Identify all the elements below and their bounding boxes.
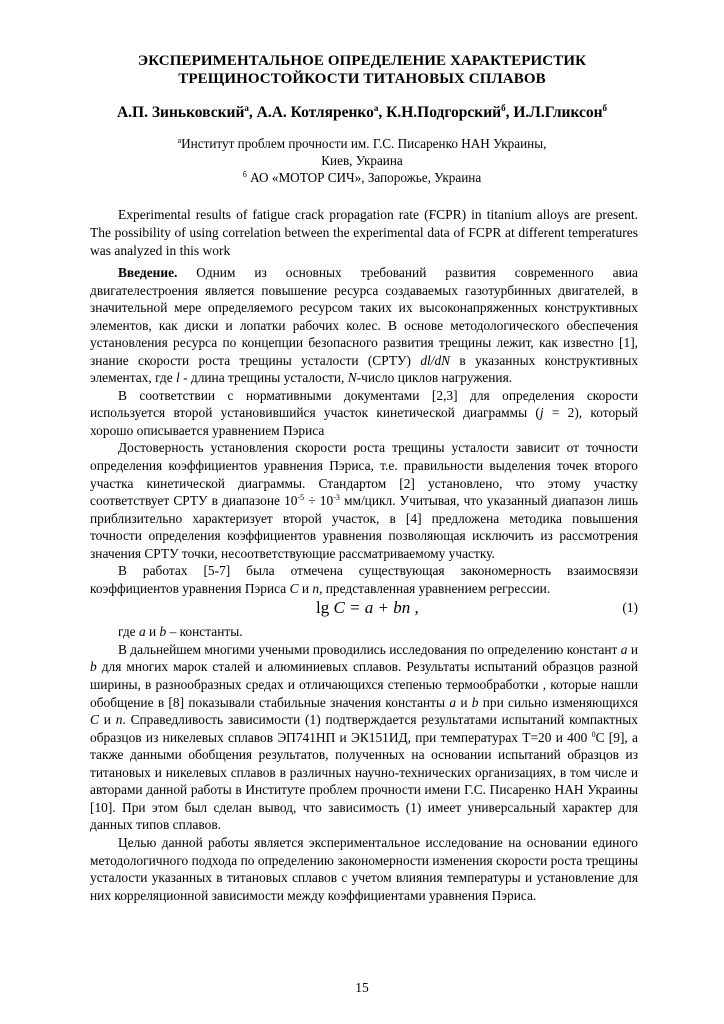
section-heading: Введение. — [118, 265, 178, 280]
author-affil-mark: б — [501, 103, 506, 113]
equation-body: lg C = a + bn , — [316, 598, 419, 618]
author-affil-mark: б — [602, 103, 608, 113]
paragraph: Целью данной работы является экспериментальное исследование на основании единого методологичного подхода по определению закономерности изменения скорости роста трещины усталости указанных в титановых сплавов с учетом влияния температуры и установление для них корреляционной зависимости между коэффициентами уравнения Пэриса. — [90, 834, 638, 903]
paragraph: В работах [5-7] была отмечена существующая закономерность взаимосвязи коэффициентов уравнения Пэриса C и n, представленная уравнением регрессии. — [90, 563, 638, 596]
paragraph: В соответствии с нормативными документами [2,3] для определения скорости используется второй установившийся участок кинетической диаграммы (j = 2), который хорошо описывается уравнением Пэриса — [90, 387, 639, 438]
author-affil-mark: а — [244, 103, 249, 113]
title-line-2: ТРЕЩИНОСТОЙКОСТИ ТИТАНОВЫХ СПЛАВОВ — [178, 71, 546, 87]
abstract — [90, 206, 638, 259]
paper-title — [90, 52, 634, 88]
page-number: 15 — [355, 980, 369, 995]
paragraph: где a и b – константы. — [118, 624, 243, 640]
affiliations — [120, 135, 604, 186]
author-name: К.Н.Подгорский — [386, 104, 502, 121]
affiliation-a-city: Киев, Украина — [321, 153, 403, 168]
paragraph: В дальнейшем многими учеными проводились исследования по определению констант a и b для многих марок сталей и алюминиевых сплавов. Результаты испытаний образцов разной ширины, в разнообразных средах и отличающихся степенью термообработки , которые нашли обобщение в [8] показывали стабильные значения константы a и b при сильно изменяющихся C и n. Справедливость зависимости (1) подтверждается результатами испытаний компактных образцов из никелевых сплавов ЭП741НП и ЭК151ИД, при температурах Т=20 и 400 $^0$С [9], а также данными обобщения результатов, полученных на основании испытаний образцов из титановых и никелевых сплавов в различных научно-технических организациях, в том числе и авторами данной работы в Институте проблем прочности имени Г.С. Писаренко НАН Украины [10]. При этом был сделан вывод, что зависимость (1) имеет универсальный характер для данных типов сплавов. — [90, 641, 639, 833]
author-list: А.П. Зиньковский$^а$, А.А. Котляренко$^а$, К.Н.Подгорский$^б$, И.Л.Гликсон$^б$ — [116, 103, 608, 121]
affiliation-a: $^а$Институт проблем прочности им. Г.С. Писаренко НАН Украины, — [177, 136, 547, 151]
author-name: А.А. Котляренко — [256, 104, 374, 121]
author-affil-mark: а — [373, 103, 379, 113]
author-name: А.П. Зиньковский — [116, 104, 245, 121]
paragraph: Достоверность установления скорости роста трещины усталости зависит от точности определения коэффициентов уравнения Пэриса, т.е. правильности выделения точек второго участка кинетической диаграммы. Стандартом [2] установлено, что этому участку соответствует СРТУ в диапазоне $10^{-5} \div 10^{-3}$ мм/цикл. Учитывая, что указанный диапазон лишь приблизительно характеризует второй участок, в [4] предложена методика повышения точности определения коэффициентов уравнения позволяющая исключить из рассмотрения значения СРТУ точки, несоответствующие рассматриваемому участку. — [90, 440, 639, 561]
equation-number: (1) — [622, 600, 638, 616]
paragraph-intro: Введение. Одним из основных требований развития современного авиа двигателестроения является повышение ресурса создаваемых газотурбинных двигателей, в значительной мере определяемого ресурсом таких их высоконапряженных конструктивных элементов, как диски и лопатки рабочих колес. В основе методологического обеспечения установления ресурса по концепции безопасного развития трещины лежит, как известно [1], знание скорости роста трещины усталости (СРТУ) dl/dN в указанных конструктивных элементах, где l - длина трещины усталости, N-число циклов нагружения. — [90, 265, 639, 386]
body-text — [90, 264, 638, 904]
equation-1 — [90, 597, 638, 623]
title-line-1: ЭКСПЕРИМЕНТАЛЬНОЕ ОПРЕДЕЛЕНИЕ ХАРАКТЕРИСТИК — [137, 53, 587, 69]
affiliation-b: $^б$ АО «МОТОР СИЧ», Запорожье, Украина — [242, 170, 482, 185]
author-name: И.Л.Гликсон — [513, 104, 603, 121]
abstract-text: Experimental results of fatigue crack propagation rate (FCPR) in titanium alloys are present. The possibility of using correlation between the experimental data of FCPR at different temperatures was analyzed in this work — [90, 207, 638, 258]
